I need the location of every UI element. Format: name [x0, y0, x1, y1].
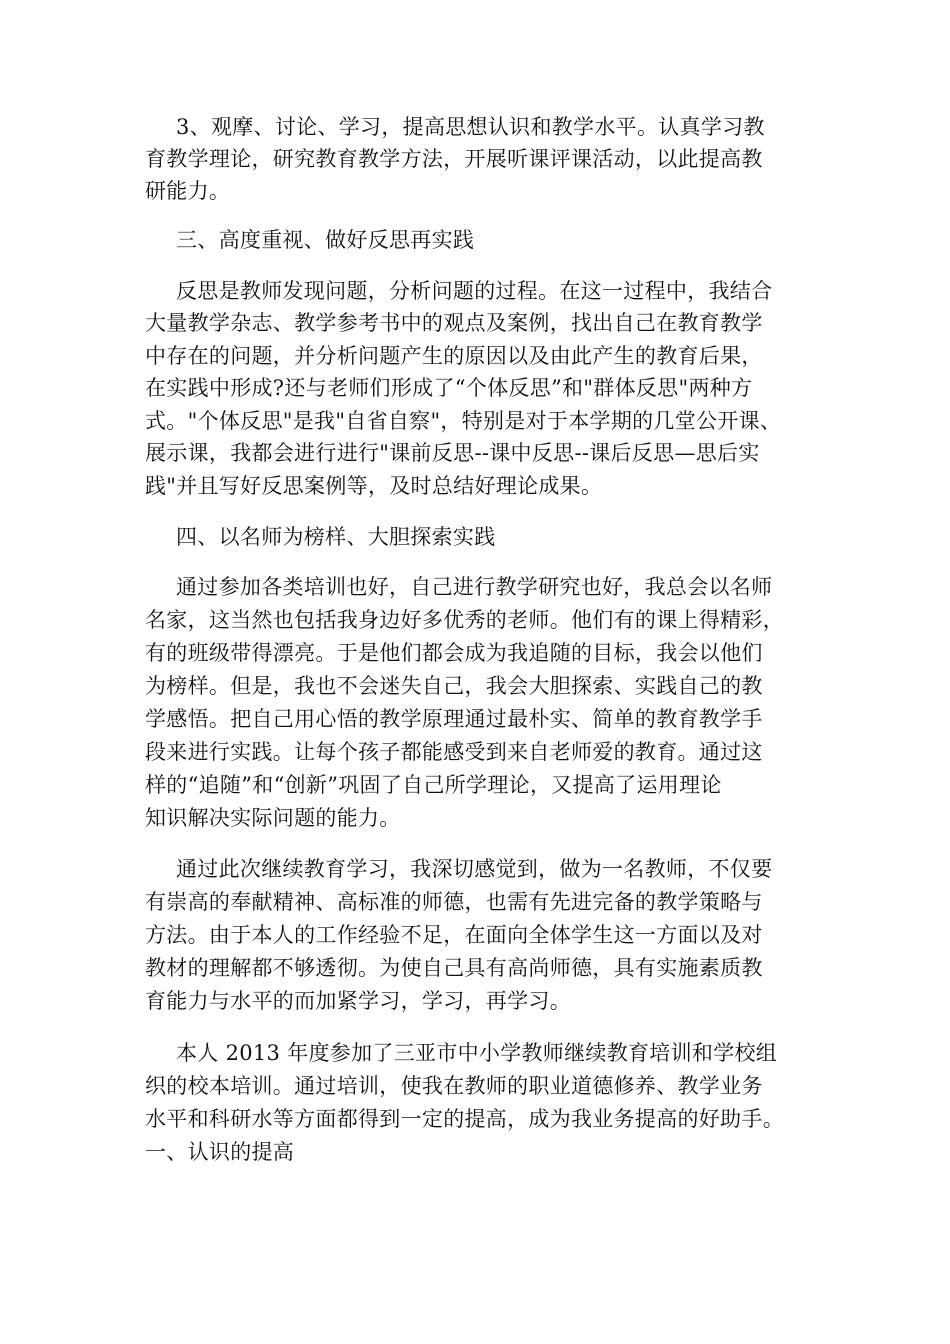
text-line: 有崇高的奉献精神、高标准的师德，也需有先进完备的教学策略与 — [145, 890, 763, 914]
text-line: 一、认识的提高 — [145, 1140, 295, 1164]
text-line: 段来进行实践。让每个孩子都能感受到来自老师爱的教育。通过这 — [145, 740, 763, 764]
text-line: 本人 2013 年度参加了三亚市中小学教师继续教育培训和学校组 — [176, 1041, 778, 1065]
heading-line: 三、高度重视、做好反思再实践 — [176, 228, 475, 252]
text-line: 有的班级带得漂亮。于是他们都会成为我追随的目标，我会以他们 — [145, 641, 763, 665]
text-line: 大量教学杂志、教学参考书中的观点及案例，找出自己在教育教学 — [145, 311, 763, 335]
text-line: 展示课，我都会进行进行"课前反思--课中反思--课后反思—思后实 — [145, 441, 760, 465]
text-line: 反思是教师发现问题，分析问题的过程。在这一过程中，我结合 — [176, 279, 773, 303]
text-line: 水平和科研水等方面都得到一定的提高，成为我业务提高的好助手。 — [145, 1107, 784, 1131]
text-line: 为榜样。但是，我也不会迷失自己，我会大胆探索、实践自己的教 — [145, 674, 763, 698]
text-line: 式。"个体反思"是我"自省自察"，特别是对于本学期的几堂公开课、 — [145, 409, 782, 433]
text-line: 践"并且写好反思案例等，及时总结好理论成果。 — [145, 474, 603, 498]
text-line: 方法。由于本人的工作经验不足，在面向全体学生这一方面以及对 — [145, 923, 763, 947]
text-line: 在实践中形成?还与老师们形成了“个体反思”和"群体反思"两种方 — [145, 376, 753, 400]
text-line: 研能力。 — [145, 179, 231, 203]
text-line: 通过此次继续教育学习，我深切感觉到，做为一名教师，不仅要 — [176, 857, 773, 881]
text-line: 中存在的问题，并分析问题产生的原因以及由此产生的教育后果， — [145, 344, 763, 368]
text-line: 样的“追随”和“创新”巩固了自己所学理论，又提高了运用理论 — [145, 773, 722, 797]
text-line: 织的校本培训。通过培训，使我在教师的职业道德修养、教学业务 — [145, 1074, 763, 1098]
text-line: 通过参加各类培训也好，自己进行教学研究也好，我总会以名师 — [176, 575, 773, 599]
text-line: 名家，这当然也包括我身边好多优秀的老师。他们有的课上得精彩， — [145, 608, 784, 632]
text-line: 教材的理解都不够透彻。为使自己具有高尚师德，具有实施素质教 — [145, 956, 763, 980]
text-line: 知识解决实际问题的能力。 — [145, 806, 401, 830]
text-line: 育教学理论，研究教育教学方法，开展听课评课活动，以此提高教 — [145, 147, 763, 171]
text-line: 3、观摩、讨论、学习，提高思想认识和教学水平。认真学习教 — [176, 115, 765, 139]
text-line: 育能力与水平的而加紧学习，学习，再学习。 — [145, 989, 571, 1013]
text-line: 学感悟。把自己用心悟的教学原理通过最朴实、简单的教育教学手 — [145, 707, 763, 731]
heading-line: 四、以名师为榜样、大胆探索实践 — [176, 525, 496, 549]
